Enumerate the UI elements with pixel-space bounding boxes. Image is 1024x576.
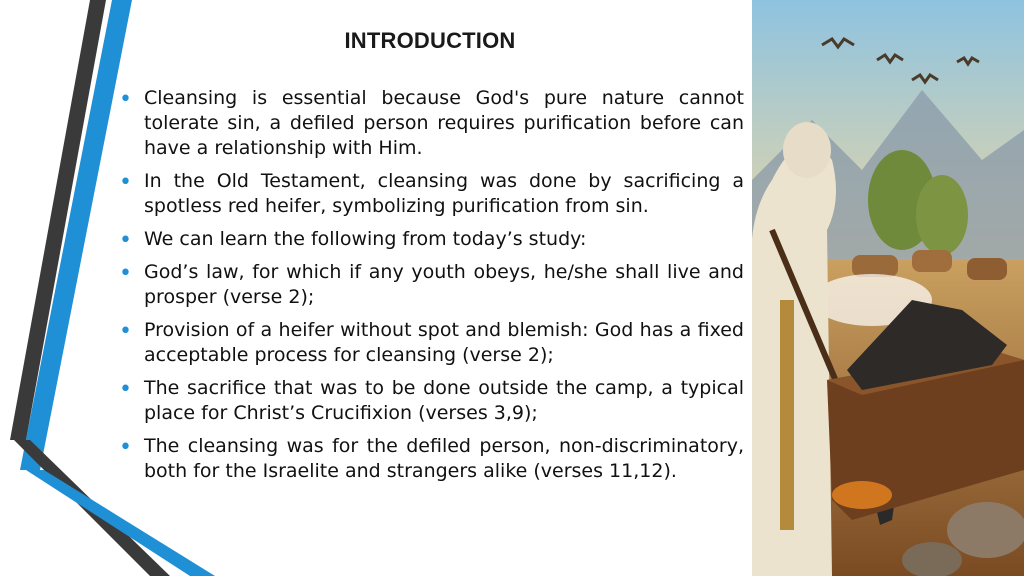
bullet-dot-icon: • bbox=[119, 435, 132, 460]
cattle bbox=[967, 258, 1007, 280]
slide-title: INTRODUCTION bbox=[344, 28, 516, 53]
bullet-text: Cleansing is essential because God's pure nature cannot tolerate sin, a defiled person requires purification before can have a relationship with Him. bbox=[144, 87, 744, 159]
bullet-item bbox=[116, 86, 744, 161]
bullet-item bbox=[116, 318, 744, 368]
bullet-text: In the Old Testament, cleansing was done by sacrificing a spotless red heifer, symbolizing purification from sin. bbox=[144, 170, 744, 217]
ember-glow bbox=[832, 481, 892, 509]
bullet-dot-icon: • bbox=[119, 87, 132, 112]
bullet-text: The sacrifice that was to be done outside the camp, a typical place for Christ’s Crucifixion (verses 3,9); bbox=[144, 377, 744, 424]
bullet-item bbox=[116, 376, 744, 426]
tree bbox=[916, 175, 968, 255]
priest-sash bbox=[780, 300, 794, 530]
priest-head bbox=[783, 122, 831, 178]
sacrifice-scene-illustration bbox=[752, 0, 1024, 576]
bullet-item bbox=[116, 227, 744, 252]
bullet-item bbox=[116, 434, 744, 484]
cattle bbox=[912, 250, 952, 272]
cattle bbox=[852, 255, 898, 277]
bullet-item bbox=[116, 169, 744, 219]
bullet-dot-icon: • bbox=[119, 261, 132, 286]
bullet-text: God’s law, for which if any youth obeys, he/she shall live and prosper (verse 2); bbox=[144, 261, 744, 308]
rock bbox=[947, 502, 1024, 558]
bullet-list bbox=[116, 86, 744, 492]
bullet-dot-icon: • bbox=[119, 377, 132, 402]
bullet-dot-icon: • bbox=[119, 170, 132, 195]
bullet-text: The cleansing was for the defiled person, non-discriminatory, both for the Israelite and strangers alike (verses 11,12). bbox=[144, 435, 744, 482]
bullet-dot-icon: • bbox=[119, 319, 132, 344]
bullet-text: Provision of a heifer without spot and blemish: God has a fixed acceptable process for cleansing (verse 2); bbox=[144, 319, 744, 366]
bullet-text: We can learn the following from today’s study: bbox=[144, 228, 587, 250]
bullet-dot-icon: • bbox=[119, 228, 132, 253]
bullet-item bbox=[116, 260, 744, 310]
